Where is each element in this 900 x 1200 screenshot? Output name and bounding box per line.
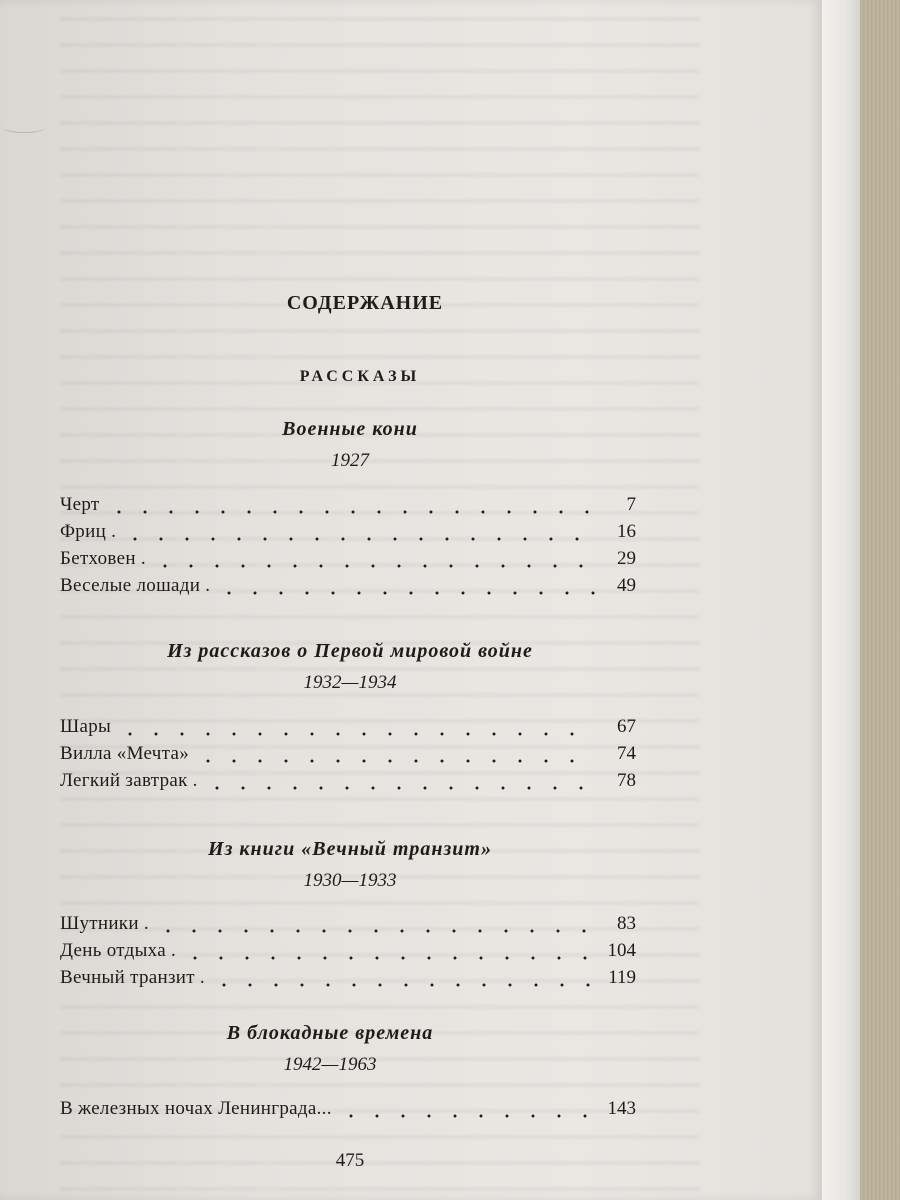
entry-page: 29 — [617, 548, 636, 569]
toc-title: СОДЕРЖАНИЕ — [286, 292, 444, 314]
dot-leader — [182, 956, 596, 960]
entry-page: 104 — [607, 940, 636, 961]
entry-page: 83 — [617, 913, 636, 934]
dot-leader — [152, 564, 596, 568]
page-edges — [822, 0, 860, 1200]
toc-entry[interactable] — [60, 494, 636, 521]
entry-list — [60, 913, 636, 994]
cycle-title: Из книги «Вечный транзит» — [208, 838, 492, 860]
entry-list — [60, 494, 636, 602]
entry-title: День отдыха . — [60, 940, 177, 961]
pencil-mark — [2, 122, 46, 133]
entry-title: Веселые лошади . — [60, 575, 211, 596]
cycle-years: 1932—1934 — [303, 672, 397, 693]
entry-page: 67 — [617, 716, 636, 737]
page-number: 475 — [335, 1150, 365, 1171]
toc-entry[interactable] — [60, 575, 636, 602]
cycle-years: 1930—1933 — [303, 870, 397, 891]
entry-title: Шутники . — [60, 913, 149, 934]
entry-list — [60, 1098, 636, 1125]
dot-leader — [204, 786, 596, 790]
cycle-title: В блокадные времена — [226, 1022, 434, 1044]
dot-leader — [195, 759, 596, 763]
cycle-title: Военные кони — [282, 418, 418, 440]
section-title: РАССКАЗЫ — [299, 368, 421, 385]
toc-entry[interactable] — [60, 1098, 636, 1125]
entry-page: 78 — [617, 770, 636, 791]
toc-entry[interactable] — [60, 548, 636, 575]
toc-entry[interactable] — [60, 521, 636, 548]
entry-page: 143 — [607, 1098, 636, 1119]
toc-entry[interactable] — [60, 770, 636, 797]
entry-title: Вилла «Мечта» — [60, 743, 190, 764]
entry-list — [60, 716, 636, 797]
dot-leader — [155, 929, 596, 933]
dot-leader — [117, 732, 596, 736]
entry-title: Фриц . — [60, 521, 117, 542]
entry-title: В железных ночах Ленинграда... — [60, 1098, 332, 1119]
toc-entry[interactable] — [60, 913, 636, 940]
entry-page: 74 — [617, 743, 636, 764]
cycle-years: 1942—1963 — [283, 1054, 377, 1075]
table-of-contents — [60, 0, 640, 1200]
entry-page: 119 — [608, 967, 636, 988]
toc-entry[interactable] — [60, 940, 636, 967]
dot-leader — [122, 537, 596, 541]
entry-page: 16 — [617, 521, 636, 542]
entry-title: Легкий завтрак . — [60, 770, 198, 791]
entry-title: Шары — [60, 716, 112, 737]
dot-leader — [216, 591, 596, 595]
entry-page: 49 — [617, 575, 636, 596]
toc-entry[interactable] — [60, 716, 636, 743]
entry-page: 7 — [626, 494, 636, 515]
entry-title: Вечный транзит . — [60, 967, 205, 988]
toc-entry[interactable] — [60, 967, 636, 994]
cycle-title: Из рассказов о Первой мировой войне — [167, 640, 533, 662]
toc-entry[interactable] — [60, 743, 636, 770]
book-cover-edge — [860, 0, 900, 1200]
entry-title: Черт — [60, 494, 100, 515]
dot-leader — [106, 510, 596, 514]
dot-leader — [338, 1114, 596, 1118]
entry-title: Бетховен . — [60, 548, 146, 569]
dot-leader — [211, 983, 596, 987]
cycle-years: 1927 — [331, 450, 369, 471]
